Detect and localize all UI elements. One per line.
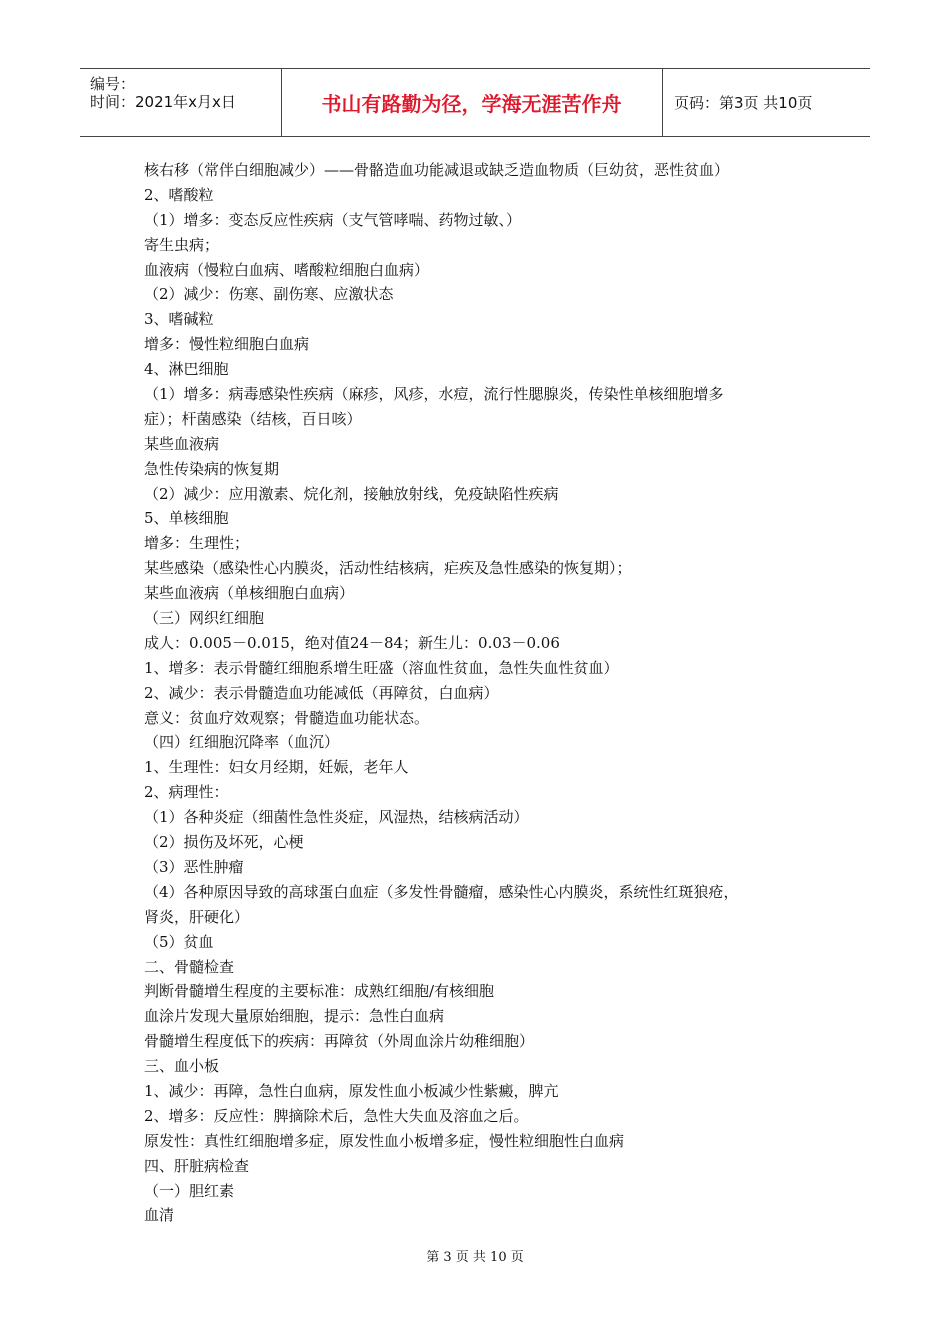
body-line: （1）各种炎症（细菌性急性炎症，风湿热，结核病活动） [144,808,529,827]
header-motto: 书山有路勤为径，学海无涯苦作舟 [281,69,663,136]
body-line: （2）减少：应用激素、烷化剂，接触放射线，免疫缺陷性疾病 [144,484,559,503]
body-line: （2）减少：伤寒、副伤寒、应激状态 [144,285,394,304]
body-line: 血液病（慢粒白血病、嗜酸粒细胞白血病） [144,260,430,279]
body-line: 症）；杆菌感染（结核，百日咳） [144,409,362,428]
body-line: 1、生理性：妇女月经期，妊娠，老年人 [144,758,409,777]
body-line: 4、淋巴细胞 [144,360,229,379]
body-line: （1）增多：变态反应性疾病（支气管哮喘、药物过敏、） [144,210,522,229]
body-line: 某些血液病（单核细胞白血病） [144,584,355,603]
body-line: （2）损伤及坏死，心梗 [144,833,304,852]
body-line: 成人：0.005－0.015，绝对值24－84；新生儿：0.03－0.06 [144,633,560,652]
body-line: （4）各种原因导致的高球蛋白血症（多发性骨髓瘤，感染性心内膜炎，系统性红斑狼疮， [144,882,739,901]
body-line: 5、单核细胞 [144,509,229,528]
body-line: 某些血液病 [144,434,220,453]
body-line: 意义：贫血疗效观察；骨髓造血功能状态。 [144,708,430,727]
header-info-cell [80,69,282,136]
body-line: 核右移（常伴白细胞减少）——骨骼造血功能减退或缺乏造血物质（巨幼贫，恶性贫血） [144,161,730,179]
body-line: 1、增多：表示骨髓红细胞系增生旺盛（溶血性贫血，急性失血性贫血） [144,658,619,677]
body-line: 寄生虫病； [144,235,220,254]
body-line: 肾炎，肝硬化） [144,907,250,926]
body-line: 血涂片发现大量原始细胞，提示：急性白血病 [144,1007,445,1026]
body-line: 2、病理性： [144,783,229,802]
body-line: （1）增多：病毒感染性疾病（麻疹，风疹，水痘，流行性腮腺炎，传染性单核细胞增多 [144,385,724,404]
body-line: 1、减少：再障，急性白血病，原发性血小板减少性紫癜，脾亢 [144,1081,559,1100]
page-header [80,68,870,137]
body-line: 2、嗜酸粒 [144,185,214,204]
body-line: 四、肝脏病检查 [144,1156,250,1175]
body-line: 二、骨髓检查 [144,957,235,976]
page-footer: 第 3 页 共 10 页 [426,1250,524,1265]
document-date-label: 时间：2021年x月x日 [90,93,236,111]
body-line: 三、血小板 [144,1057,220,1076]
body-line: 判断骨髓增生程度的主要标准：成熟红细胞/有核细胞 [144,982,495,1001]
document-number-label: 编号： [90,75,136,93]
body-line: 2、减少：表示骨髓造血功能减低（再障贫，白血病） [144,683,499,702]
body-line: 骨髓增生程度低下的疾病：再障贫（外周血涂片幼稚细胞） [144,1032,535,1051]
header-page-number: 页码：第3页 共10页 [674,94,813,112]
document-body [144,158,814,1228]
body-line: （三）网织红细胞 [144,609,265,628]
body-line: 增多：生理性； [144,534,250,553]
body-line: （5）贫血 [144,932,214,951]
body-line: 急性传染病的恢复期 [144,459,280,478]
body-line: 3、嗜碱粒 [144,310,214,329]
body-line: （一）胆红素 [144,1181,235,1200]
body-line: 原发性：真性红细胞增多症，原发性血小板增多症，慢性粒细胞性白血病 [144,1131,625,1150]
body-line: 增多：慢性粒细胞白血病 [144,335,310,354]
body-line: （四）红细胞沉降率（血沉） [144,733,340,752]
body-line: 2、增多：反应性：脾摘除术后，急性大失血及溶血之后。 [144,1106,529,1125]
body-line: 血清 [144,1206,175,1225]
body-line: （3）恶性肿瘤 [144,857,244,876]
body-line: 某些感染（感染性心内膜炎，活动性结核病，疟疾及急性感染的恢复期）； [144,559,632,578]
